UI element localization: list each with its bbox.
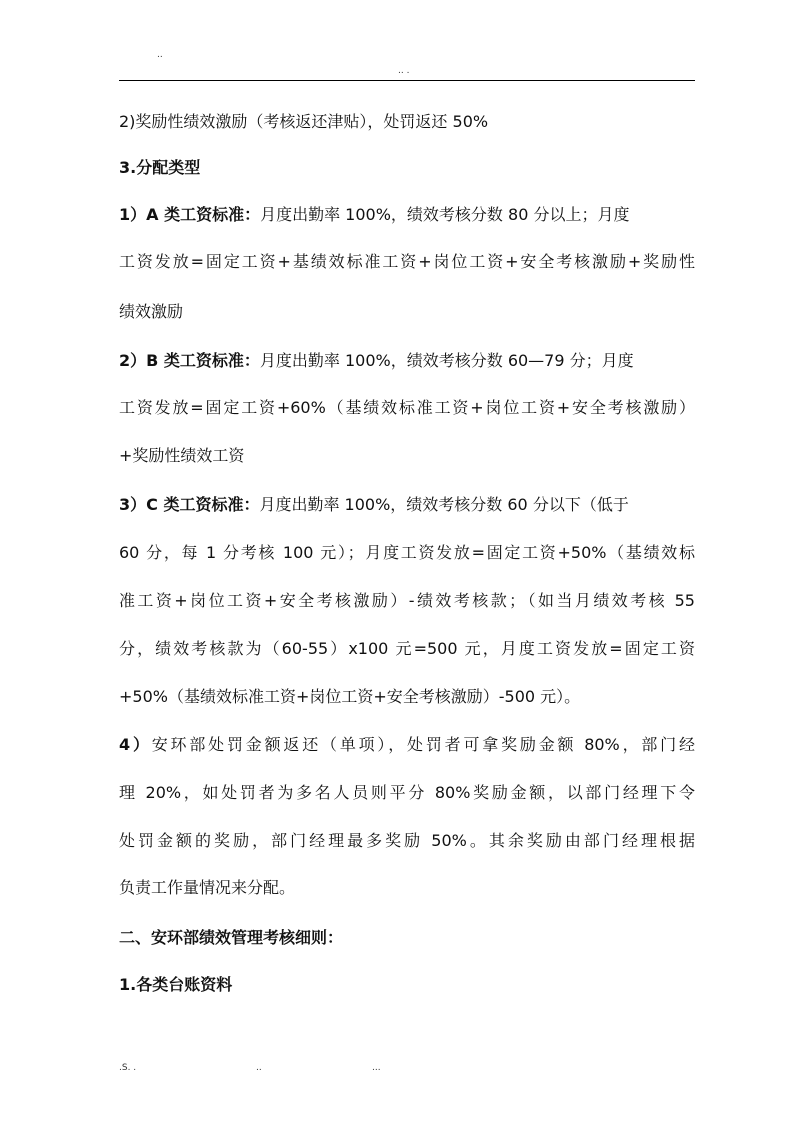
line-text: 工资发放=固定工资+60%（基绩效标准工资+岗位工资+安全考核激励） <box>119 398 695 417</box>
line-text: 月度出勤率 100%，绩效考核分数 60 分以下（低于 <box>259 495 629 514</box>
line-text: 月度出勤率 100%，绩效考核分数 80 分以上；月度 <box>260 205 630 224</box>
document-line <box>119 543 695 563</box>
document-line <box>119 783 695 803</box>
line-text: 月度出勤率 100%，绩效考核分数 60—79 分；月度 <box>259 351 634 370</box>
line-text: 准工资+岗位工资+安全考核激励）-绩效考核款；（如当月绩效考核 55 <box>119 591 695 610</box>
document-line <box>119 446 695 466</box>
line-bold-text: 1）A 类工资标准： <box>119 205 261 224</box>
document-line <box>119 928 695 948</box>
header-center-mark: .. . <box>398 66 410 76</box>
line-text: 负责工作量情况来分配。 <box>119 878 296 897</box>
footer-left-mark: .S. . <box>119 1063 137 1073</box>
line-text: 绩效激励 <box>119 302 184 321</box>
document-line <box>119 351 695 371</box>
document-line <box>119 591 695 611</box>
line-bold-text: 4） <box>119 735 152 754</box>
document-line <box>119 878 695 898</box>
document-line <box>119 639 695 659</box>
header-rule <box>119 80 695 81</box>
document-line <box>119 687 695 707</box>
header-left-mark: .. <box>157 50 163 60</box>
line-text: +50%（基绩效标准工资+岗位工资+安全考核激励）-500 元）。 <box>119 687 581 706</box>
line-text: 2)奖励性绩效激励（考核返还津贴），处罚返还 50% <box>119 112 489 131</box>
document-line <box>119 205 695 225</box>
line-text: +奖励性绩效工资 <box>119 446 245 465</box>
line-text: 理 20%，如处罚者为多名人员则平分 80%奖励金额，以部门经理下令 <box>119 783 695 802</box>
line-text: 工资发放=固定工资+基绩效标准工资+岗位工资+安全考核激励+奖励性 <box>119 252 695 271</box>
line-bold-text: 2）B 类工资标准： <box>119 351 260 370</box>
footer-right-mark: ... <box>372 1063 381 1073</box>
line-bold-text: 3）C 类工资标准： <box>119 495 260 514</box>
document-line <box>119 831 695 851</box>
line-text: 分，绩效考核款为（60-55）x100 元=500 元，月度工资发放=固定工资 <box>119 639 695 658</box>
document-line <box>119 252 695 272</box>
document-line <box>119 735 695 755</box>
document-line <box>119 975 695 995</box>
document-line <box>119 302 695 322</box>
line-text: 60 分，每 1 分考核 100 元）；月度工资发放=固定工资+50%（基绩效标 <box>119 543 695 562</box>
line-text: 处罚金额的奖励，部门经理最多奖励 50%。其余奖励由部门经理根据 <box>119 831 695 850</box>
document-line <box>119 158 695 178</box>
line-bold-text: 1.各类台账资料 <box>119 975 233 994</box>
document-line <box>119 112 695 132</box>
footer-center-mark: .. <box>256 1063 262 1073</box>
line-bold-text: 3.分配类型 <box>119 158 201 177</box>
line-bold-text: 二、安环部绩效管理考核细则： <box>119 928 344 947</box>
document-line <box>119 495 695 515</box>
document-line <box>119 398 695 418</box>
line-text: 安环部处罚金额返还（单项），处罚者可拿奖励金额 80%，部门经 <box>151 735 695 754</box>
